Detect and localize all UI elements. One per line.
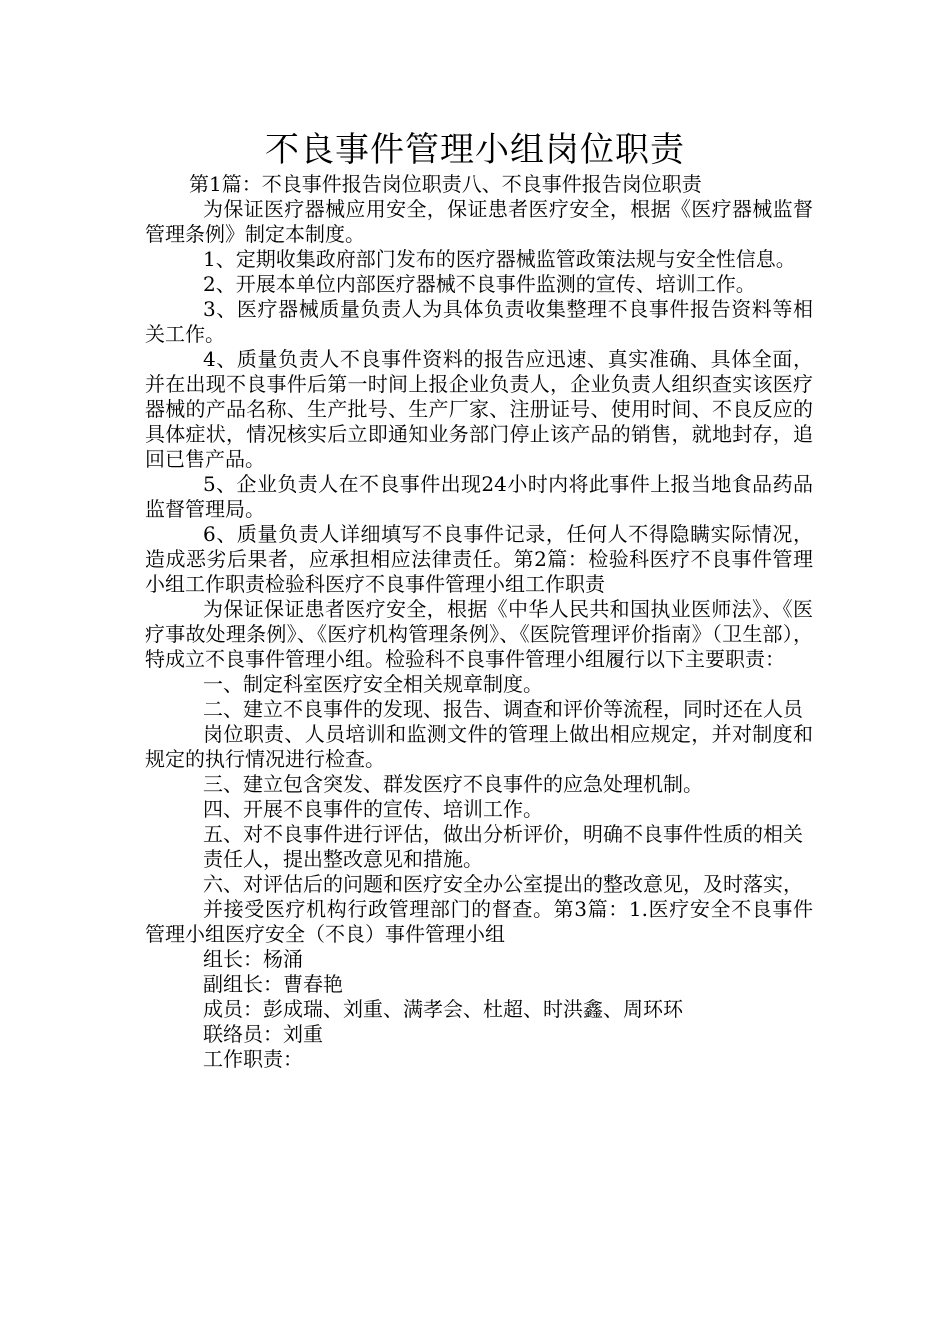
paragraph: 并接受医疗机构行政管理部门的督查。第3篇：1.医疗安全不良事件管理小组医疗安全（不良）事件管理小组 xyxy=(145,897,813,946)
paragraph: 1、定期收集政府部门发布的医疗器械监管政策法规与安全性信息。 xyxy=(203,247,796,271)
paragraph: 五、对不良事件进行评估，做出分析评价，明确不良事件性质的相关 xyxy=(203,822,803,846)
paragraph: 4、质量负责人不良事件资料的报告应迅速、真实准确、具体全面，并在出现不良事件后第一时间上报企业负责人，企业负责人组织查实该医疗器械的产品名称、生产批号、生产厂家、注册证号、使用时间、不良反应的具体症状，情况核实后立即通知业务部门停止该产品的销售，就地封存，追回已售产品。 xyxy=(145,347,813,471)
paragraph: 副组长：曹春艳 xyxy=(203,972,343,996)
paragraph: 责任人，提出整改意见和措施。 xyxy=(203,847,483,871)
paragraph: 成员：彭成瑞、刘重、满孝会、杜超、时洪鑫、周环环 xyxy=(203,997,683,1021)
paragraph: 为保证保证患者医疗安全，根据《中华人民共和国执业医师法》、《医疗事故处理条例》、《医疗机构管理条例》、《医院管理评价指南》（卫生部），特成立不良事件管理小组。检验科不良事件管理小组履行以下主要职责： xyxy=(145,597,813,671)
paragraph: 5、企业负责人在不良事件出现24小时内将此事件上报当地食品药品监督管理局。 xyxy=(145,472,813,521)
paragraph: 工作职责： xyxy=(203,1047,303,1071)
paragraph: 二、建立不良事件的发现、报告、调查和评价等流程，同时还在人员 xyxy=(203,697,803,721)
paragraph: 为保证医疗器械应用安全，保证患者医疗安全，根据《医疗器械监督管理条例》制定本制度。 xyxy=(145,197,813,246)
paragraph: 2、开展本单位内部医疗器械不良事件监测的宣传、培训工作。 xyxy=(203,272,756,296)
paragraph: 一、制定科室医疗安全相关规章制度。 xyxy=(203,672,543,696)
paragraph: 六、对评估后的问题和医疗安全办公室提出的整改意见，及时落实， xyxy=(203,872,803,896)
paragraph: 岗位职责、人员培训和监测文件的管理上做出相应规定，并对制度和规定的执行情况进行检查。 xyxy=(145,722,813,771)
document-body xyxy=(145,172,813,1072)
paragraph: 3、医疗器械质量负责人为具体负责收集整理不良事件报告资料等相关工作。 xyxy=(145,297,813,346)
paragraph: 三、建立包含突发、群发医疗不良事件的应急处理机制。 xyxy=(203,772,703,796)
section-heading: 第1篇：不良事件报告岗位职责八、不良事件报告岗位职责 xyxy=(189,172,702,196)
paragraph: 组长：杨涌 xyxy=(203,947,303,971)
paragraph: 6、质量负责人详细填写不良事件记录，任何人不得隐瞒实际情况，造成恶劣后果者，应承担相应法律责任。第2篇：检验科医疗不良事件管理小组工作职责检验科医疗不良事件管理小组工作职责 xyxy=(145,522,813,596)
paragraph: 四、开展不良事件的宣传、培训工作。 xyxy=(203,797,543,821)
paragraph: 联络员：刘重 xyxy=(203,1022,323,1046)
document-title: 不良事件管理小组岗位职责 xyxy=(265,130,685,170)
